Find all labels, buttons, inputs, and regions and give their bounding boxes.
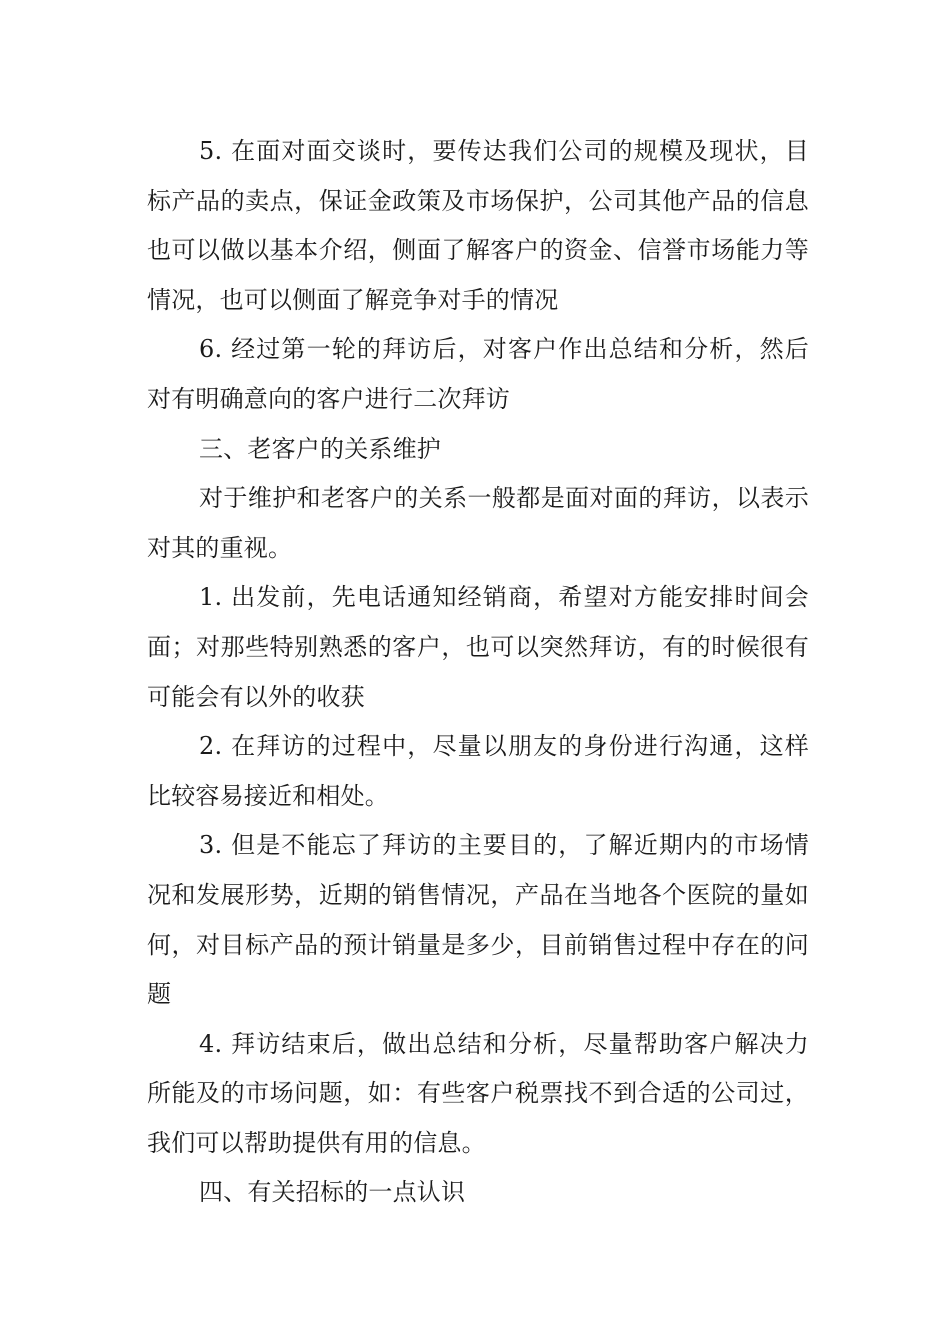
paragraph-item-3: 3. 但是不能忘了拜访的主要目的，了解近期内的市场情况和发展形势，近期的销售情况，产品在当地各个医院的量如何，对目标产品的预计销量是多少，目前销售过程中存在的问题 [147, 831, 809, 1009]
paragraph-item-6: 6. 经过第一轮的拜访后，对客户作出总结和分析，然后对有明确意向的客户进行二次拜访 [147, 335, 809, 413]
section-heading-4: 四、有关招标的一点认识 [199, 1178, 466, 1207]
paragraph-item-4: 4. 拜访结束后，做出总结和分析，尽量帮助客户解决力所能及的市场问题，如：有些客户税票找不到合适的公司过，我们可以帮助提供有用的信息。 [147, 1029, 809, 1157]
paragraph-item-1: 1. 出发前，先电话通知经销商，希望对方能安排时间会面；对那些特别熟悉的客户，也可以突然拜访，有的时候很有可能会有以外的收获 [147, 583, 809, 711]
document-body [147, 127, 809, 1218]
section-heading-3: 三、老客户的关系维护 [199, 434, 441, 463]
paragraph-item-5: 5. 在面对面交谈时，要传达我们公司的规模及现状，目标产品的卖点，保证金政策及市场保护，公司其他产品的信息也可以做以基本介绍，侧面了解客户的资金、信誉市场能力等情况，也可以侧面了解竞争对手的情况 [147, 137, 809, 314]
paragraph-item-2: 2. 在拜访的过程中，尽量以朋友的身份进行沟通，这样比较容易接近和相处。 [147, 732, 809, 810]
section-intro-paragraph: 对于维护和老客户的关系一般都是面对面的拜访，以表示对其的重视。 [147, 484, 809, 562]
